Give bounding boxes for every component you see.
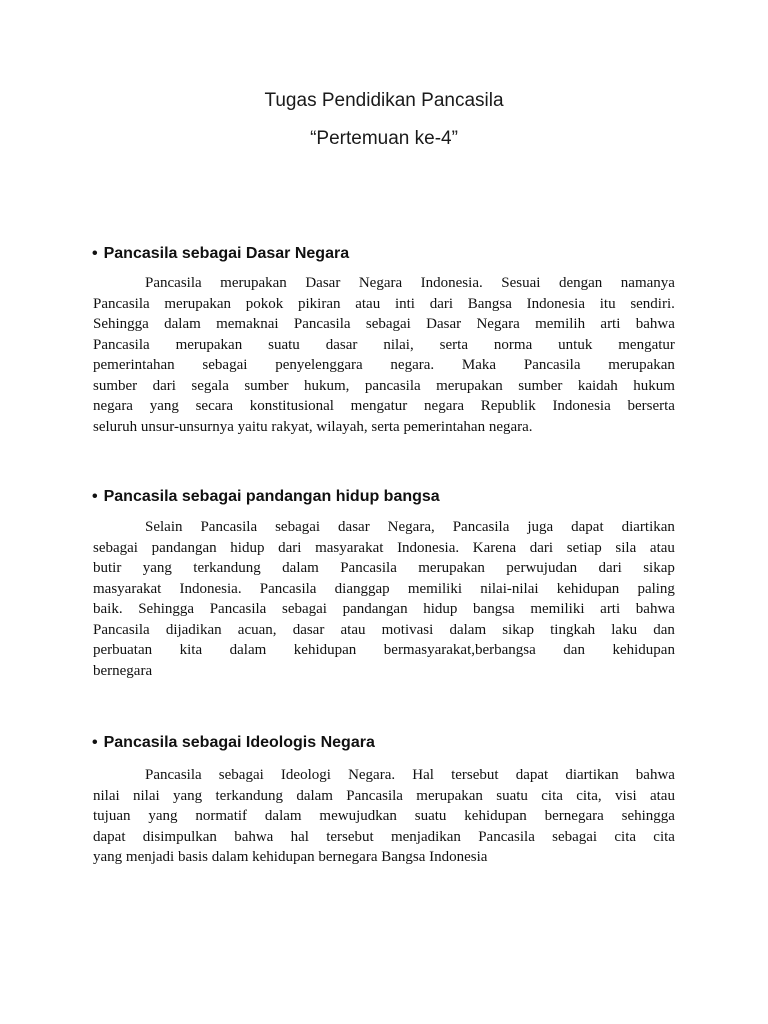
paragraph-line: nilai nilai yang terkandung dalam Pancasila merupakan suatu cita cita, visi atau bbox=[93, 787, 675, 804]
bullet-icon: • bbox=[92, 488, 98, 505]
section-heading-text: Pancasila sebagai Ideologis Negara bbox=[103, 734, 375, 751]
document-title: Tugas Pendidikan Pancasila bbox=[264, 90, 504, 111]
document-subtitle: “Pertemuan ke-4” bbox=[310, 128, 458, 149]
paragraph-line: dapat disimpulkan bahwa hal tersebut menjadikan Pancasila sebagai cita cita bbox=[93, 828, 675, 845]
section-paragraph-dasar-negara bbox=[93, 273, 675, 437]
section-paragraph-pandangan-hidup bbox=[93, 517, 675, 681]
section-heading-pandangan-hidup bbox=[92, 488, 692, 506]
paragraph-line: Selain Pancasila sebagai dasar Negara, Pancasila juga dapat diartikan bbox=[145, 519, 675, 535]
paragraph-line: Pancasila merupakan pokok pikiran atau inti dari Bangsa Indonesia itu sendiri. bbox=[93, 295, 675, 312]
paragraph-line: yang menjadi basis dalam kehidupan bernegara Bangsa Indonesia bbox=[93, 849, 488, 865]
bullet-icon: • bbox=[92, 245, 98, 262]
paragraph-line: Pancasila dijadikan acuan, dasar atau motivasi dalam sikap tingkah laku dan bbox=[93, 621, 675, 638]
section-heading-dasar-negara bbox=[92, 245, 692, 263]
paragraph-line: Pancasila sebagai Ideologi Negara. Hal tersebut dapat diartikan bahwa bbox=[145, 767, 675, 783]
section-heading-text: Pancasila sebagai pandangan hidup bangsa bbox=[103, 488, 440, 505]
section-paragraph-ideologis-negara bbox=[93, 765, 675, 868]
paragraph-line: sebagai pandangan hidup dari masyarakat Indonesia. Karena dari setiap sila atau bbox=[93, 539, 675, 556]
section-heading-ideologis-negara bbox=[92, 734, 692, 752]
paragraph-line: Pancasila merupakan Dasar Negara Indonesia. Sesuai dengan namanya bbox=[145, 275, 675, 291]
paragraph-line: Sehingga dalam memaknai Pancasila sebagai Dasar Negara memilih arti bahwa bbox=[93, 316, 675, 332]
paragraph-line: pemerintahan sebagai penyelenggara negara. Maka Pancasila merupakan bbox=[93, 357, 675, 373]
paragraph-line: baik. Sehingga Pancasila sebagai pandangan hidup bangsa memiliki arti bahwa bbox=[93, 601, 675, 617]
paragraph-line: negara yang secara konstitusional mengatur negara Republik Indonesia berserta bbox=[93, 398, 675, 414]
paragraph-line: seluruh unsur-unsurnya yaitu rakyat, wilayah, serta pemerintahan negara. bbox=[93, 418, 533, 435]
paragraph-line: bernegara bbox=[93, 662, 153, 679]
paragraph-line: Pancasila merupakan suatu dasar nilai, serta norma untuk mengatur bbox=[93, 336, 675, 353]
section-heading-text: Pancasila sebagai Dasar Negara bbox=[103, 245, 350, 262]
paragraph-line: butir yang terkandung dalam Pancasila merupakan perwujudan dari sikap bbox=[93, 560, 675, 576]
bullet-icon: • bbox=[92, 734, 98, 751]
paragraph-line: sumber dari segala sumber hukum, pancasila merupakan sumber kaidah hukum bbox=[93, 377, 675, 394]
paragraph-line: tujuan yang normatif dalam mewujudkan suatu kehidupan bernegara sehingga bbox=[93, 808, 675, 824]
paragraph-line: perbuatan kita dalam kehidupan bermasyarakat,berbangsa dan kehidupan bbox=[93, 642, 675, 658]
paragraph-line: masyarakat Indonesia. Pancasila dianggap memiliki nilai-nilai kehidupan paling bbox=[93, 580, 675, 597]
